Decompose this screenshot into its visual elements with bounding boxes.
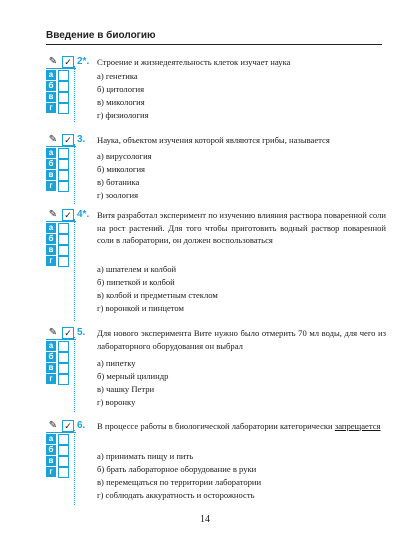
question-6 xyxy=(46,420,386,505)
option-letter-v: в xyxy=(46,92,56,102)
underlined-word: запрещается xyxy=(334,421,381,431)
answer-box xyxy=(46,420,76,478)
option-letter-g: г xyxy=(46,374,56,384)
question-text: Наука, объектом изучения которой являются грибы, называется xyxy=(97,135,330,145)
pencil-icon: ✎ xyxy=(48,327,58,338)
dotted-separator xyxy=(74,337,75,412)
checkmark-icon[interactable]: ✓ xyxy=(62,209,74,221)
option-b: б) цитология xyxy=(97,84,145,94)
answer-cell-b[interactable] xyxy=(58,352,69,363)
header-divider xyxy=(46,44,382,45)
option-v: в) микология xyxy=(97,97,145,107)
question-text: Для нового эксперимента Вите нужно было отмерить 70 мл воды, для чего из лабораторного оборудования он выбрал xyxy=(97,328,386,351)
dotted-separator xyxy=(74,144,75,204)
answer-cell-v[interactable] xyxy=(58,92,69,103)
checkmark-icon[interactable]: ✓ xyxy=(62,134,74,146)
pencil-icon: ✎ xyxy=(48,420,58,431)
answer-cell-v[interactable] xyxy=(58,456,69,467)
answer-box xyxy=(46,327,76,385)
answer-cell-a[interactable] xyxy=(58,223,69,234)
question-number: 3. xyxy=(77,134,86,145)
option-g: г) воронку xyxy=(97,397,136,407)
option-v: в) колбой и предметным стеклом xyxy=(97,290,218,300)
question-2 xyxy=(46,56,386,126)
answer-box xyxy=(46,56,76,114)
answer-box xyxy=(46,134,76,192)
page-number: 14 xyxy=(200,514,210,525)
page-header: Введение в биологию xyxy=(46,30,156,41)
answer-cell-v[interactable] xyxy=(58,363,69,374)
answer-cell-g[interactable] xyxy=(58,256,69,267)
question-number: 6. xyxy=(77,420,86,431)
answer-options xyxy=(97,357,386,409)
option-letter-b: б xyxy=(46,81,56,91)
checkmark-icon[interactable]: ✓ xyxy=(62,56,74,68)
option-letter-a: а xyxy=(46,148,56,158)
checkmark-icon[interactable]: ✓ xyxy=(62,420,74,432)
option-g: г) зоология xyxy=(97,190,139,200)
option-letter-b: б xyxy=(46,352,56,362)
checkmark-icon[interactable]: ✓ xyxy=(62,327,74,339)
option-letter-g: г xyxy=(46,256,56,266)
option-a: а) вирусология xyxy=(97,151,152,161)
option-a: а) пипетку xyxy=(97,358,136,368)
option-letter-b: б xyxy=(46,234,56,244)
answer-cell-g[interactable] xyxy=(58,467,69,478)
answer-cell-v[interactable] xyxy=(58,170,69,181)
option-v: в) чашку Петри xyxy=(97,384,155,394)
option-a: а) шпателем и колбой xyxy=(97,264,177,274)
answer-options xyxy=(97,150,386,202)
option-letter-g: г xyxy=(46,103,56,113)
answer-cell-b[interactable] xyxy=(58,234,69,245)
option-a: а) принимать пищу и пить xyxy=(97,451,194,461)
answer-cell-v[interactable] xyxy=(58,245,69,256)
question-number: 4*. xyxy=(77,209,90,220)
answer-cell-a[interactable] xyxy=(58,148,69,159)
question-3 xyxy=(46,134,386,204)
option-v: в) ботаника xyxy=(97,177,140,187)
answer-options xyxy=(97,70,386,122)
option-letter-v: в xyxy=(46,170,56,180)
option-g: г) воронкой и пинцетом xyxy=(97,303,184,313)
answer-cell-b[interactable] xyxy=(58,81,69,92)
option-letter-v: в xyxy=(46,363,56,373)
pencil-icon: ✎ xyxy=(48,134,58,145)
pencil-icon: ✎ xyxy=(48,209,58,220)
option-letter-b: б xyxy=(46,445,56,455)
answer-cell-a[interactable] xyxy=(58,341,69,352)
pencil-icon: ✎ xyxy=(48,56,58,67)
option-b: б) микология xyxy=(97,164,146,174)
question-text xyxy=(97,420,386,433)
option-b: б) брать лабораторное оборудование в руки xyxy=(97,464,257,474)
answer-cell-b[interactable] xyxy=(58,159,69,170)
option-letter-g: г xyxy=(46,181,56,191)
answer-options xyxy=(97,450,386,502)
question-4 xyxy=(46,209,386,321)
question-number: 2*. xyxy=(77,56,90,67)
answer-box xyxy=(46,209,76,267)
option-b: б) мерный цилиндр xyxy=(97,371,169,381)
option-b: б) пипеткой и колбой xyxy=(97,277,175,287)
option-a: а) генетика xyxy=(97,71,138,81)
dotted-separator xyxy=(74,430,75,505)
answer-cell-b[interactable] xyxy=(58,445,69,456)
option-letter-a: а xyxy=(46,223,56,233)
option-letter-a: а xyxy=(46,434,56,444)
option-letter-g: г xyxy=(46,467,56,477)
dotted-separator xyxy=(74,66,75,122)
answer-cell-g[interactable] xyxy=(58,103,69,114)
question-number: 5. xyxy=(77,327,86,338)
answer-options xyxy=(97,263,386,315)
option-letter-v: в xyxy=(46,456,56,466)
option-letter-a: а xyxy=(46,341,56,351)
option-letter-b: б xyxy=(46,159,56,169)
option-v: в) перемещаться по территории лаборатории xyxy=(97,477,262,487)
option-letter-v: в xyxy=(46,245,56,255)
question-text: Витя разработал эксперимент по изучению влияния раствора поваренной соли на рост растений. Для того чтобы приготовить водный раствор поваренной соли в лаборатории, он должен воспользоваться xyxy=(97,210,386,246)
answer-cell-g[interactable] xyxy=(58,374,69,385)
option-g: г) соблюдать аккуратность и осторожность xyxy=(97,490,255,500)
option-g: г) физиология xyxy=(97,110,149,120)
option-letter-a: а xyxy=(46,70,56,80)
question-text-main: В процессе работы в биологической лаборатории категорически xyxy=(97,421,333,431)
answer-cell-a[interactable] xyxy=(58,70,69,81)
question-5 xyxy=(46,327,386,412)
answer-cell-a[interactable] xyxy=(58,434,69,445)
answer-cell-g[interactable] xyxy=(58,181,69,192)
dotted-separator xyxy=(74,219,75,321)
question-text: Строение и жизнедеятельность клеток изучает наука xyxy=(97,57,291,67)
